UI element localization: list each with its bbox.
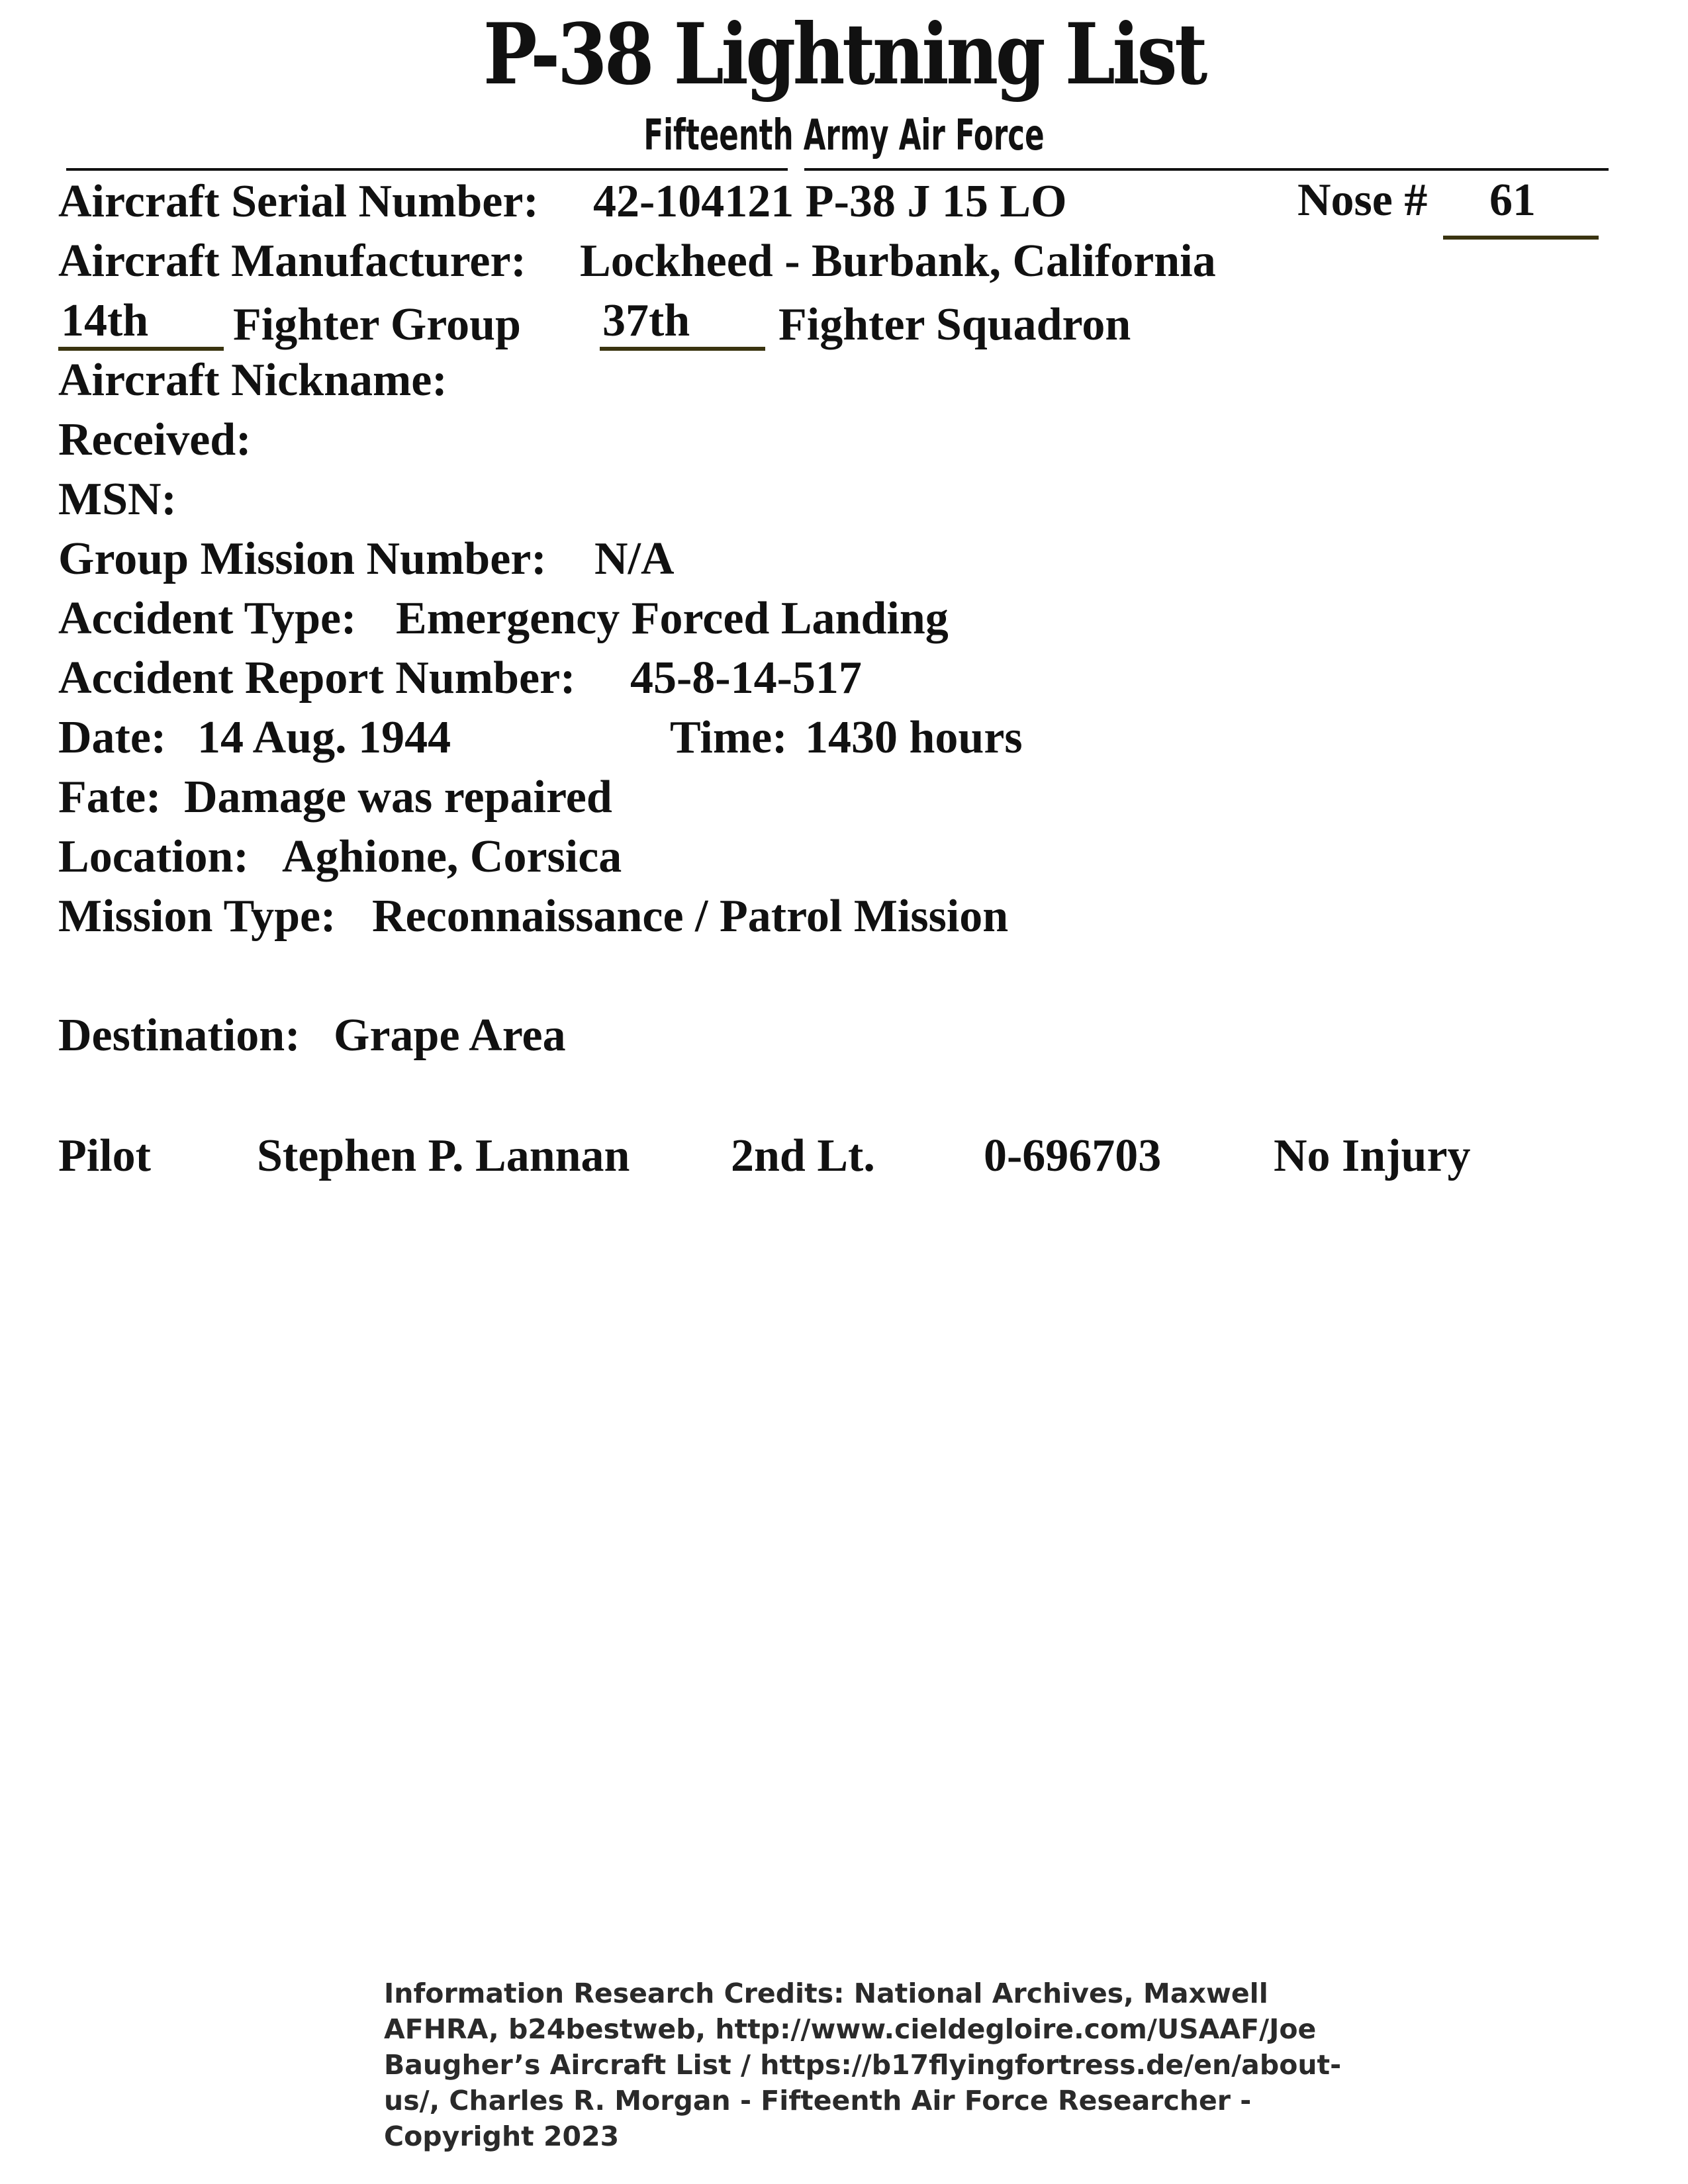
accident-type-value: Emergency Forced Landing (396, 593, 949, 644)
location-value: Aghione, Corsica (282, 831, 622, 882)
serial-number-label: Aircraft Serial Number: (58, 176, 539, 227)
nose-number-underline (1443, 236, 1599, 240)
fate-value: Damage was repaired (184, 772, 612, 823)
group-mission-label: Group Mission Number: (58, 533, 547, 584)
group-underline (58, 347, 224, 351)
date-value: 14 Aug. 1944 (197, 712, 451, 763)
squadron-underline (600, 347, 765, 351)
time-label: Time: (670, 712, 788, 763)
time-value: 1430 hours (805, 712, 1023, 763)
squadron-number-value: 37th (602, 295, 690, 346)
crew-role: Pilot (58, 1130, 151, 1181)
squadron-label: Fighter Squadron (778, 299, 1131, 350)
received-label: Received: (58, 414, 252, 465)
group-number-value: 14th (61, 295, 149, 346)
nose-number-value: 61 (1489, 175, 1536, 226)
group-label: Fighter Group (233, 299, 521, 350)
msn-label: MSN: (58, 474, 177, 525)
manufacturer-label: Aircraft Manufacturer: (58, 236, 526, 287)
crew-serial-number: 0-696703 (984, 1130, 1162, 1181)
crew-status: No Injury (1274, 1130, 1471, 1181)
accident-type-label: Accident Type: (58, 593, 357, 644)
group-mission-value: N/A (594, 533, 675, 584)
location-label: Location: (58, 831, 249, 882)
serial-number-value: 42-104121 P-38 J 15 LO (593, 176, 1067, 227)
mission-type-value: Reconnaissance / Patrol Mission (372, 891, 1009, 942)
fate-label: Fate: (58, 772, 162, 823)
manufacturer-value: Lockheed - Burbank, California (580, 236, 1216, 287)
accident-report-value: 45-8-14-517 (630, 653, 862, 704)
crew-name: Stephen P. Lannan (257, 1130, 630, 1181)
page-subtitle: Fifteenth Army Air Force (643, 111, 1045, 160)
nickname-label: Aircraft Nickname: (58, 355, 447, 406)
header-rule-left (66, 168, 788, 171)
page-title: P-38 Lightning List (483, 5, 1205, 103)
destination-value: Grape Area (334, 1010, 566, 1061)
research-credits: Information Research Credits: National Archives, Maxwell AFHRA, b24bestweb, http://www.cieldegloire.com/USAAF/Joe Baugher’s Aircraft List / https://b17flyingfortress.de/en/about-us/, Charles R. Morgan - Fifteenth Air Force Researcher - Copyright 2023 (384, 1978, 1342, 2152)
nose-number-label: Nose # (1297, 175, 1428, 226)
crew-rank: 2nd Lt. (731, 1130, 875, 1181)
date-label: Date: (58, 712, 167, 763)
accident-report-label: Accident Report Number: (58, 653, 576, 704)
mission-type-label: Mission Type: (58, 891, 336, 942)
header-rule-right (804, 168, 1609, 171)
destination-label: Destination: (58, 1010, 301, 1061)
